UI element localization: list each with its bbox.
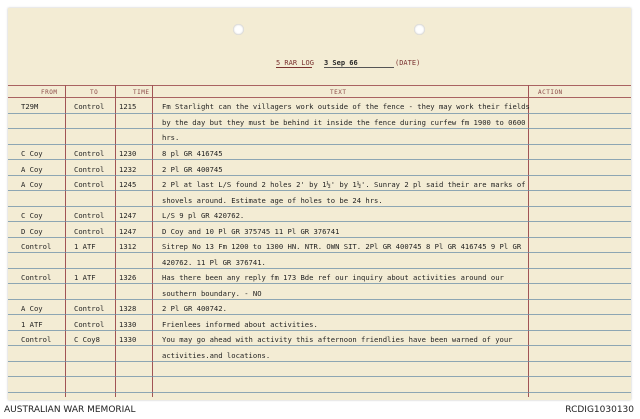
column-header-to: TO bbox=[90, 89, 99, 96]
entry-to: 1 ATF bbox=[74, 273, 96, 282]
entry-to: Control bbox=[74, 102, 105, 111]
entry-text: 8 pl GR 416745 bbox=[162, 149, 223, 158]
entry-from: 1 ATF bbox=[21, 320, 43, 329]
entry-text: You may go ahead with activity this afternoon friendlies have been warned of your activities.and locations. bbox=[162, 335, 513, 360]
archive-footer bbox=[0, 402, 640, 419]
entry-time: 1232 bbox=[119, 165, 137, 174]
entry-text: 2 Pl at last L/S found 2 holes 2' by 1½' by 1½'. Sunray 2 pl said their are marks of shovels around. Estimate age of holes to be 24 hrs. bbox=[162, 180, 526, 205]
log-sheet bbox=[8, 8, 631, 400]
entry-to: Control bbox=[74, 180, 105, 189]
entry-from: A Coy bbox=[21, 165, 43, 174]
entry-from: Control bbox=[21, 335, 52, 344]
entry-to: 1 ATF bbox=[74, 242, 96, 251]
column-divider bbox=[65, 85, 66, 397]
column-header-action: ACTION bbox=[538, 89, 563, 96]
entry-time: 1247 bbox=[119, 211, 137, 220]
entry-text: L/S 9 pl GR 420762. bbox=[162, 211, 245, 220]
entry-time: 1247 bbox=[119, 227, 137, 236]
entry-text: 2 Pl GR 400745 bbox=[162, 165, 223, 174]
entry-to: Control bbox=[74, 227, 105, 236]
entry-to: Control bbox=[74, 211, 105, 220]
entry-from: D Coy bbox=[21, 227, 43, 236]
log-date: 3 Sep 66 bbox=[324, 59, 394, 68]
entry-from: T29M bbox=[21, 102, 39, 111]
entry-text: Sitrep No 13 Fm 1200 to 1300 HN. NTR. OWN SIT. 2Pl GR 400745 8 Pl GR 416745 9 Pl GR 420762. 11 Pl GR 376741. bbox=[162, 242, 522, 267]
entry-time: 1245 bbox=[119, 180, 137, 189]
archive-reference: RCDIG1030130 bbox=[565, 405, 634, 415]
header-rule bbox=[8, 97, 631, 98]
table-top-rule bbox=[8, 85, 631, 86]
entry-text: Fm Starlight can the villagers work outside of the fence - they may work their fields by the day but they must be behind it inside the fence during curfew fm 1900 to 0600 hrs. bbox=[162, 102, 530, 143]
column-header-text: TEXT bbox=[330, 89, 347, 96]
unit-name: 5 RAR LOG bbox=[276, 59, 314, 67]
punch-hole-left bbox=[233, 24, 244, 35]
entry-time: 1215 bbox=[119, 102, 137, 111]
entry-to: Control bbox=[74, 320, 105, 329]
entry-time: 1326 bbox=[119, 273, 137, 282]
ruled-line bbox=[8, 376, 631, 377]
entry-text: 2 Pl GR 400742. bbox=[162, 304, 227, 313]
entry-to: Control bbox=[74, 149, 105, 158]
archive-name: AUSTRALIAN WAR MEMORIAL bbox=[4, 405, 136, 415]
entry-time: 1330 bbox=[119, 320, 137, 329]
entry-time: 1312 bbox=[119, 242, 137, 251]
entry-to: Control bbox=[74, 304, 105, 313]
punch-hole-right bbox=[414, 24, 425, 35]
entry-from: C Coy bbox=[21, 211, 43, 220]
entry-text: D Coy and 10 Pl GR 375745 11 Pl GR 376741 bbox=[162, 227, 340, 236]
entry-from: C Coy bbox=[21, 149, 43, 158]
entry-from: A Coy bbox=[21, 304, 43, 313]
entry-time: 1328 bbox=[119, 304, 137, 313]
date-label: (DATE) bbox=[395, 59, 421, 67]
ruled-line bbox=[8, 392, 631, 393]
entry-to: C Coy8 bbox=[74, 335, 100, 344]
entry-from: Control bbox=[21, 273, 52, 282]
entry-to: Control bbox=[74, 165, 105, 174]
entry-from: A Coy bbox=[21, 180, 43, 189]
column-header-from: FROM bbox=[41, 89, 58, 96]
entry-time: 1330 bbox=[119, 335, 137, 344]
entry-from: Control bbox=[21, 242, 52, 251]
column-divider bbox=[115, 85, 116, 397]
entry-time: 1230 bbox=[119, 149, 137, 158]
column-divider bbox=[152, 85, 153, 397]
entry-text: Frienlees informed about activities. bbox=[162, 320, 318, 329]
entry-text: Has there been any reply fm 173 Bde ref our inquiry about activities around our southern boundary. - NO bbox=[162, 273, 504, 298]
column-header-time: TIME bbox=[133, 89, 150, 96]
